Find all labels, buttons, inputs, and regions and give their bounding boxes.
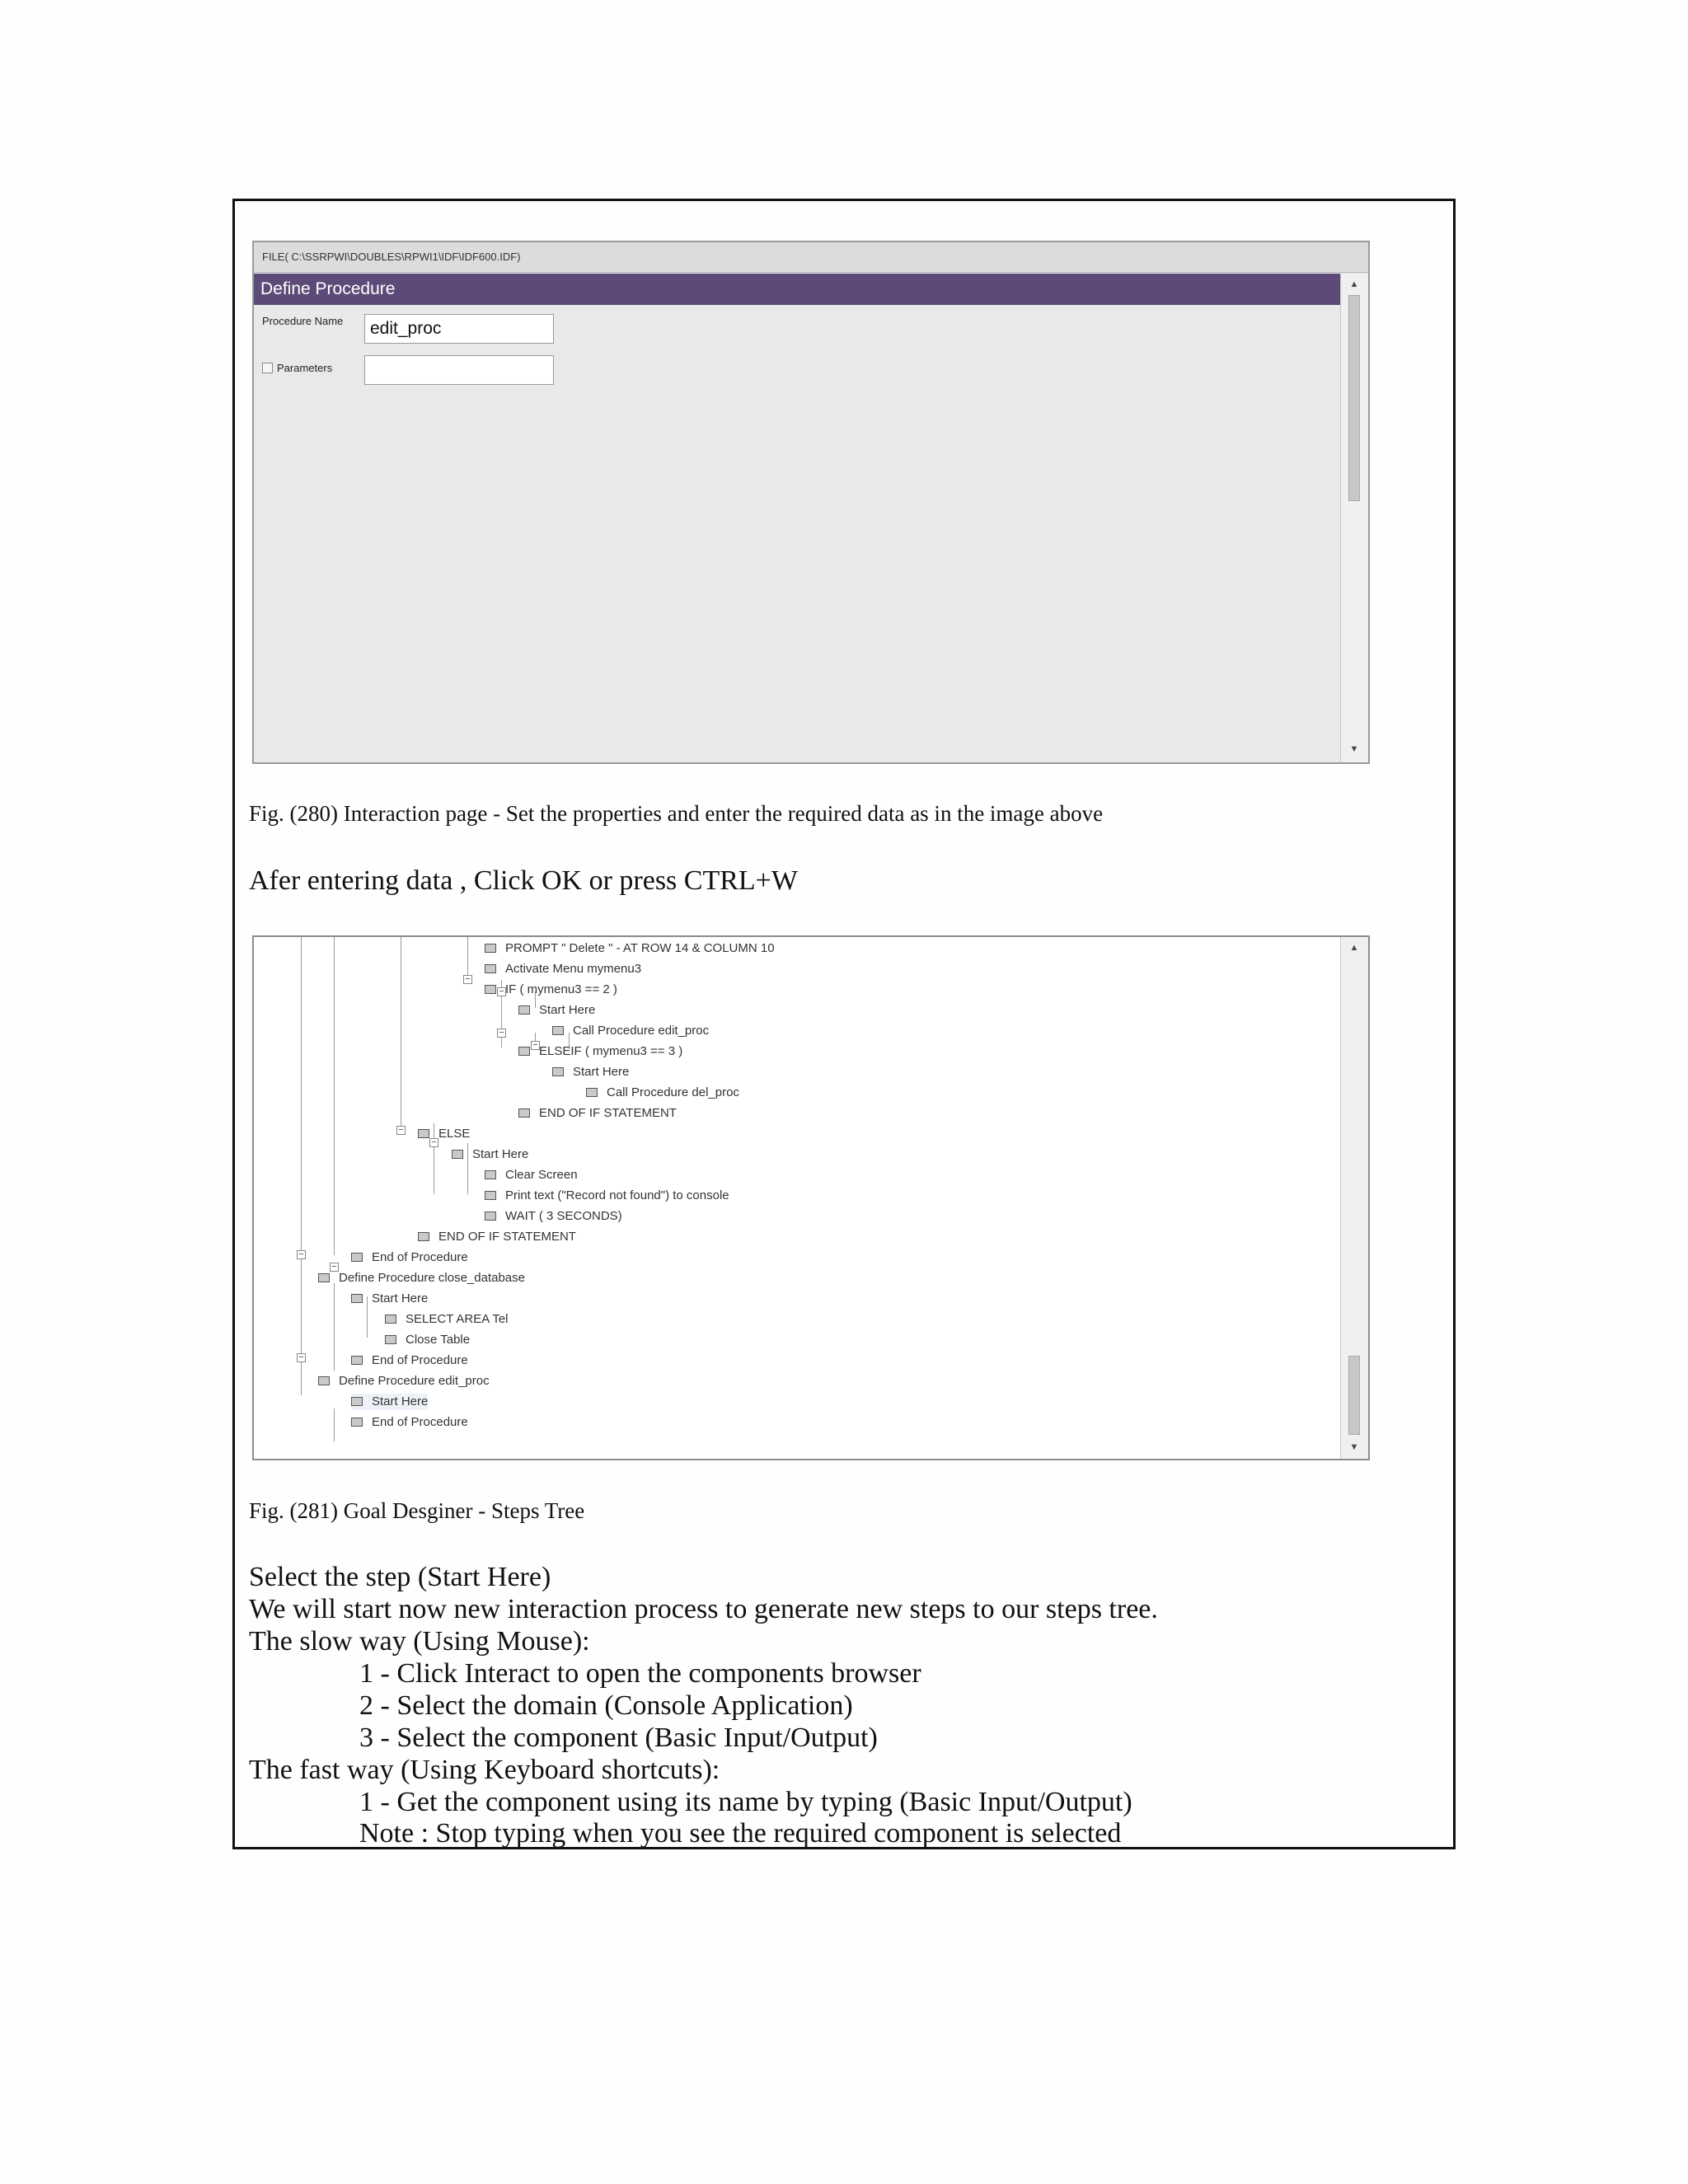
tree-node[interactable]: END OF IF STATEMENT bbox=[418, 1229, 576, 1245]
body-line: 1 - Get the component using its name by typing (Basic Input/Output) bbox=[359, 1787, 1132, 1817]
step-icon bbox=[518, 1108, 530, 1118]
tree-node[interactable]: Start Here bbox=[552, 1064, 629, 1080]
tree-node[interactable]: IF ( mymenu3 == 2 ) bbox=[485, 982, 617, 998]
tree-node[interactable]: Close Table bbox=[385, 1332, 470, 1348]
step-icon bbox=[351, 1356, 363, 1365]
tree-node[interactable]: Clear Screen bbox=[485, 1167, 578, 1183]
collapse-icon[interactable]: − bbox=[531, 1041, 540, 1050]
tree-node[interactable]: Start Here bbox=[351, 1291, 428, 1307]
procedure-name-input[interactable]: edit_proc bbox=[364, 314, 554, 344]
step-icon bbox=[485, 1191, 496, 1200]
step-icon bbox=[418, 1232, 429, 1241]
body-line: The fast way (Using Keyboard shortcuts): bbox=[249, 1755, 720, 1785]
tree-node[interactable]: Activate Menu mymenu3 bbox=[485, 961, 641, 977]
tree-guide-line bbox=[334, 1408, 335, 1441]
tree-node[interactable]: SELECT AREA Tel bbox=[385, 1311, 509, 1328]
step-icon bbox=[586, 1088, 598, 1097]
panel-title: Define Procedure bbox=[254, 274, 1342, 305]
tree-node[interactable]: END OF IF STATEMENT bbox=[518, 1105, 677, 1122]
collapse-icon[interactable]: − bbox=[297, 1353, 306, 1362]
steps-tree-screenshot bbox=[252, 935, 1370, 1460]
step-icon bbox=[351, 1418, 363, 1427]
collapse-icon[interactable]: − bbox=[396, 1126, 406, 1135]
collapse-icon[interactable]: − bbox=[330, 1263, 339, 1272]
tree-node[interactable]: Define Procedure edit_proc bbox=[318, 1373, 490, 1390]
tree-guide-line bbox=[301, 1382, 302, 1395]
parameters-checkbox[interactable] bbox=[262, 363, 273, 373]
tree-node[interactable]: Start Here bbox=[452, 1146, 528, 1163]
body-line: 3 - Select the component (Basic Input/Output) bbox=[359, 1722, 878, 1753]
collapse-icon[interactable]: − bbox=[429, 1138, 438, 1147]
tree-vertical-scrollbar[interactable] bbox=[1340, 937, 1368, 1459]
body-line: 2 - Select the domain (Console Application) bbox=[359, 1690, 853, 1721]
after-entry-instruction: Afer entering data , Click OK or press CTRL+W bbox=[249, 865, 798, 896]
tree-guide-line bbox=[467, 937, 468, 978]
tree-node[interactable]: Start Here bbox=[518, 1002, 595, 1019]
step-icon bbox=[385, 1315, 396, 1324]
collapse-icon[interactable]: − bbox=[463, 975, 472, 984]
scroll-thumb[interactable] bbox=[1348, 1356, 1360, 1435]
step-icon bbox=[485, 1170, 496, 1179]
tree-node[interactable]: End of Procedure bbox=[351, 1414, 468, 1431]
step-icon bbox=[418, 1129, 429, 1138]
step-icon bbox=[518, 1047, 530, 1056]
tree-node[interactable]: PROMPT " Delete " - AT ROW 14 & COLUMN 10 bbox=[485, 940, 775, 957]
scroll-down-icon[interactable]: ▼ bbox=[1349, 744, 1359, 754]
step-icon bbox=[485, 985, 496, 994]
tree-guide-line bbox=[334, 1283, 335, 1371]
collapse-icon[interactable]: − bbox=[297, 1250, 306, 1259]
tree-node[interactable]: End of Procedure bbox=[351, 1352, 468, 1369]
step-icon bbox=[485, 944, 496, 953]
scroll-down-icon[interactable]: ▼ bbox=[1349, 1442, 1359, 1452]
tree-node[interactable]: ELSE bbox=[418, 1126, 470, 1142]
scroll-thumb[interactable] bbox=[1348, 295, 1360, 501]
body-line: Select the step (Start Here) bbox=[249, 1562, 551, 1592]
body-line: 1 - Click Interact to open the components browser bbox=[359, 1658, 921, 1689]
procedure-name-label: Procedure Name bbox=[262, 315, 344, 327]
fig281-caption: Fig. (281) Goal Desginer - Steps Tree bbox=[249, 1498, 585, 1523]
tree-node[interactable]: Print text ("Record not found") to console bbox=[485, 1188, 729, 1204]
step-icon bbox=[552, 1067, 564, 1076]
step-icon bbox=[452, 1150, 463, 1159]
tree-node[interactable]: End of Procedure bbox=[351, 1249, 468, 1266]
tree-guide-line bbox=[301, 937, 302, 1382]
tree-node[interactable]: Call Procedure del_proc bbox=[586, 1085, 739, 1101]
collapse-icon[interactable]: − bbox=[497, 987, 506, 996]
body-line: Note : Stop typing when you see the required component is selected bbox=[359, 1818, 1122, 1849]
step-icon bbox=[518, 1005, 530, 1015]
step-icon bbox=[552, 1026, 564, 1035]
fig280-caption: Fig. (280) Interaction page - Set the properties and enter the required data as in the image above bbox=[249, 801, 1104, 826]
step-icon bbox=[351, 1253, 363, 1262]
step-icon bbox=[318, 1273, 330, 1282]
vertical-scrollbar[interactable] bbox=[1340, 274, 1368, 762]
step-icon bbox=[485, 1212, 496, 1221]
body-line: The slow way (Using Mouse): bbox=[249, 1626, 590, 1657]
step-icon bbox=[318, 1376, 330, 1385]
step-icon bbox=[385, 1335, 396, 1344]
scroll-up-icon[interactable]: ▲ bbox=[1349, 943, 1359, 953]
parameters-input[interactable] bbox=[364, 355, 554, 385]
tree-node[interactable]: WAIT ( 3 SECONDS) bbox=[485, 1208, 622, 1225]
file-path-bar: FILE( C:\SSRPWI\DOUBLES\RPWI1\IDF\IDF600.IDF) bbox=[254, 242, 1368, 273]
tree-node-selected[interactable]: Start Here bbox=[351, 1394, 428, 1410]
step-icon bbox=[351, 1397, 363, 1406]
step-icon bbox=[485, 964, 496, 973]
tree-node[interactable]: Define Procedure close_database bbox=[318, 1270, 525, 1286]
tree-node[interactable]: ELSEIF ( mymenu3 == 3 ) bbox=[518, 1043, 682, 1060]
define-procedure-screenshot bbox=[252, 241, 1370, 764]
tree-guide-line bbox=[334, 937, 335, 1255]
step-icon bbox=[351, 1294, 363, 1303]
collapse-icon[interactable]: − bbox=[497, 1029, 506, 1038]
parameters-label: Parameters bbox=[277, 362, 333, 374]
body-line: We will start now new interaction process to generate new steps to our steps tree. bbox=[249, 1594, 1158, 1624]
scroll-up-icon[interactable]: ▲ bbox=[1349, 279, 1359, 289]
tree-node[interactable]: Call Procedure edit_proc bbox=[552, 1023, 709, 1039]
